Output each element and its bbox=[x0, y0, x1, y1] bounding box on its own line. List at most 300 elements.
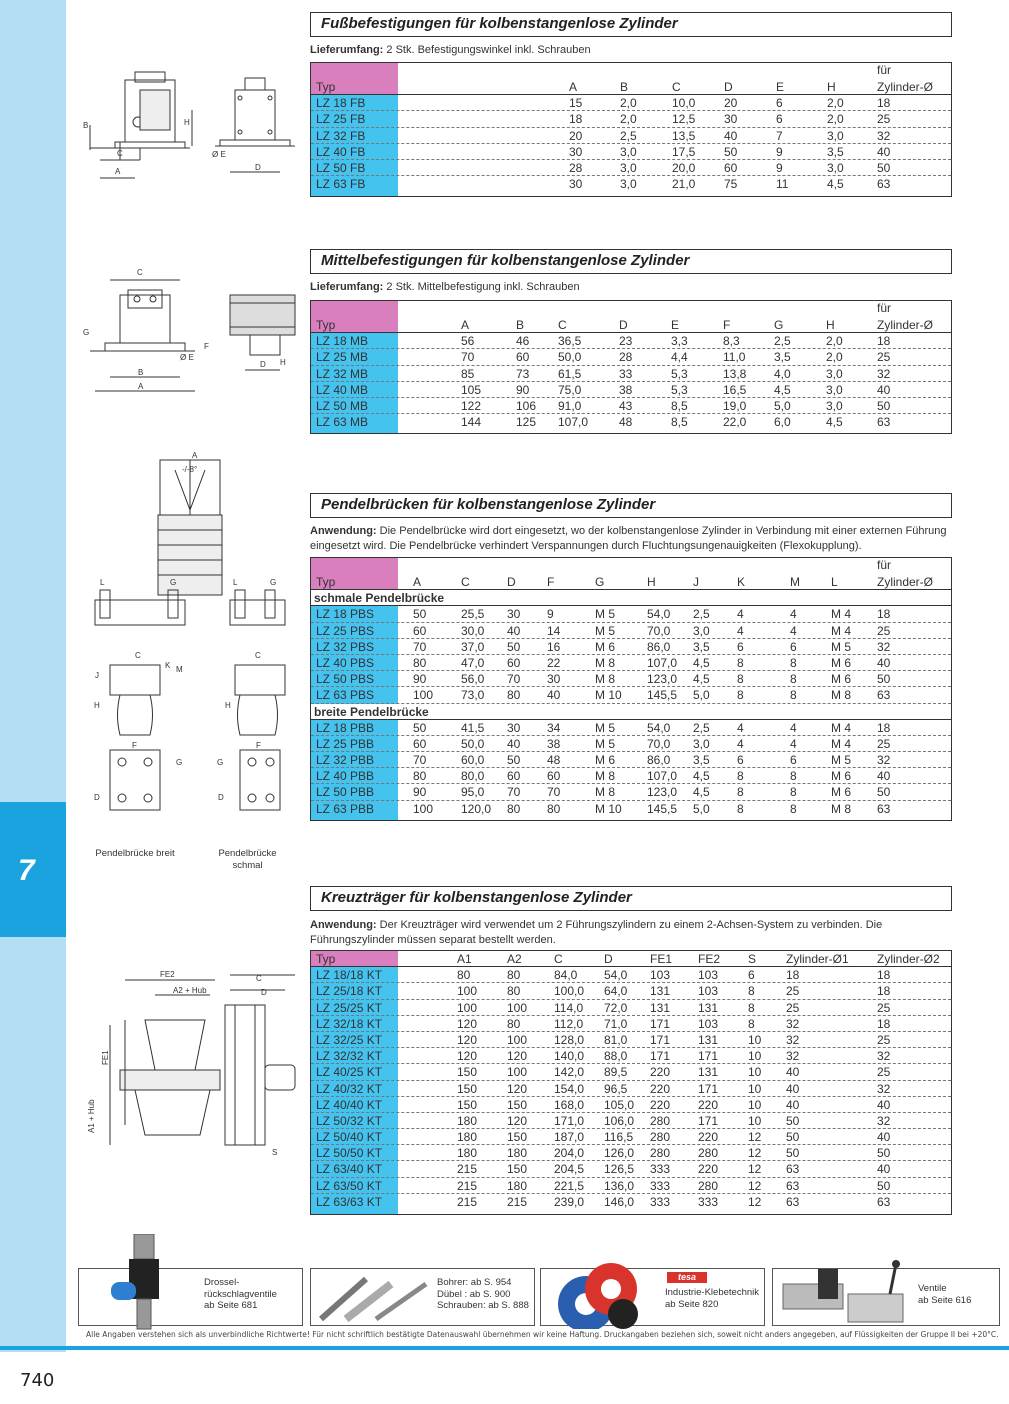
table-cell: 61,5 bbox=[558, 366, 582, 381]
table-pb bbox=[310, 557, 952, 821]
table-cell: 2,0 bbox=[620, 96, 637, 111]
table-cell: 60 bbox=[724, 160, 738, 175]
ad-valves[interactable] bbox=[772, 1268, 1000, 1326]
table-cell: LZ 50 FB bbox=[316, 160, 366, 175]
table-cell: 12 bbox=[748, 1146, 762, 1161]
table-cell: 5,0 bbox=[693, 801, 710, 816]
table-cell: 75,0 bbox=[558, 382, 582, 397]
table-cell: M 6 bbox=[831, 769, 852, 784]
table-cell: 32 bbox=[786, 1016, 800, 1031]
table-row bbox=[311, 160, 951, 176]
table-cell: 3,0 bbox=[827, 128, 844, 143]
header-cell: H bbox=[827, 80, 836, 94]
table-row bbox=[311, 784, 951, 800]
table-cell: 2,5 bbox=[620, 128, 637, 143]
table-mb bbox=[310, 300, 952, 434]
table-row bbox=[311, 687, 951, 703]
header-cell: H bbox=[647, 575, 656, 589]
table-cell: 8 bbox=[790, 801, 797, 816]
table-cell: 8 bbox=[790, 769, 797, 784]
dim-label-g: G bbox=[217, 758, 224, 767]
table-cell: 150 bbox=[507, 1130, 528, 1145]
table-cell: 28 bbox=[569, 160, 583, 175]
table-cell: 50 bbox=[786, 1130, 800, 1145]
header-cell: H bbox=[826, 318, 835, 332]
header-cell: Zylinder-Ø bbox=[877, 575, 934, 589]
table-cell: 25 bbox=[786, 984, 800, 999]
table-cell: 280 bbox=[650, 1113, 671, 1128]
table-cell: 12,5 bbox=[672, 112, 696, 127]
table-cell: 80 bbox=[547, 801, 561, 816]
table-cell: LZ 63/50 KT bbox=[316, 1178, 383, 1193]
table-cell: 32 bbox=[877, 639, 891, 654]
header-cell: D bbox=[507, 575, 516, 589]
table-cell: 60 bbox=[516, 350, 530, 365]
ad-line: ab Seite 681 bbox=[204, 1300, 258, 1311]
header-cell: für bbox=[877, 301, 892, 315]
page-number: 740 bbox=[20, 1370, 55, 1391]
dim-label-m: M bbox=[176, 665, 183, 674]
table-cell: 171,0 bbox=[554, 1113, 585, 1128]
table-cell: 8 bbox=[737, 672, 744, 687]
table-cell: 10 bbox=[748, 1032, 762, 1047]
ad-line: ab Seite 616 bbox=[918, 1294, 972, 1306]
table-cell: 4,5 bbox=[827, 177, 844, 192]
dim-label-d: D bbox=[261, 988, 267, 997]
table-cell: 8 bbox=[748, 1016, 755, 1031]
table-cell: M 4 bbox=[831, 720, 852, 735]
table-row bbox=[311, 111, 951, 127]
table-cell: LZ 40/32 KT bbox=[316, 1081, 383, 1096]
table-cell: 63 bbox=[877, 801, 891, 816]
table-cell: 6 bbox=[737, 753, 744, 768]
table-cell: LZ 50 PBS bbox=[316, 672, 375, 687]
table-cell: 18 bbox=[877, 1016, 891, 1031]
table-cell: 48 bbox=[619, 415, 633, 430]
table-cell: 333 bbox=[650, 1162, 671, 1177]
header-cell: B bbox=[620, 80, 629, 94]
footnote: Alle Angaben verstehen sich als unverbindliche Richtwerte! Für nicht schriftlich bestätigte Datenauswahl übernehmen wir keine Haftung. Druckangaben beziehen sich, soweit nicht anders angegeben, auf Flüssigkeiten der Gruppe II bei +20°C. bbox=[86, 1330, 999, 1339]
table-cell: 123,0 bbox=[647, 672, 678, 687]
table-cell: 86,0 bbox=[647, 753, 671, 768]
table-cell: 100,0 bbox=[554, 984, 585, 999]
table-cell: 120,0 bbox=[461, 801, 492, 816]
table-cell: 2,5 bbox=[774, 334, 791, 349]
table-cell: 63 bbox=[786, 1162, 800, 1177]
section-title-pb: Pendelbrücken für kolbenstangenlose Zylinder bbox=[310, 493, 952, 518]
table-cell: 50 bbox=[877, 1178, 891, 1193]
table-cell: 171 bbox=[698, 1049, 719, 1064]
table-row bbox=[311, 1161, 951, 1177]
drawing-pendulum-bridge bbox=[80, 450, 305, 840]
table-cell: 220 bbox=[698, 1097, 719, 1112]
table-header-row bbox=[311, 317, 951, 333]
table-cell: LZ 32/32 KT bbox=[316, 1049, 383, 1064]
table-body bbox=[311, 558, 951, 817]
table-cell: 40 bbox=[507, 623, 521, 638]
table-cell: 32 bbox=[877, 128, 891, 143]
table-row bbox=[311, 1016, 951, 1032]
table-cell: 88,0 bbox=[604, 1049, 628, 1064]
table-cell: 70,0 bbox=[647, 736, 671, 751]
table-cell: LZ 63/40 KT bbox=[316, 1162, 383, 1177]
table-cell: 32 bbox=[877, 1113, 891, 1128]
table-row bbox=[311, 382, 951, 398]
table-header-row bbox=[311, 79, 951, 95]
table-cell: 50 bbox=[724, 144, 738, 159]
table-cell: 220 bbox=[698, 1130, 719, 1145]
table-cell: M 8 bbox=[595, 769, 616, 784]
table-cell: 3,5 bbox=[693, 639, 710, 654]
table-cell: 50 bbox=[507, 639, 521, 654]
dim-label-l: L bbox=[100, 578, 105, 587]
table-cell: 25 bbox=[877, 1032, 891, 1047]
table-cell: 13,8 bbox=[723, 366, 747, 381]
table-cell: 12 bbox=[748, 1194, 762, 1209]
dim-label-d: D bbox=[218, 793, 224, 802]
table-cell: 32 bbox=[786, 1032, 800, 1047]
header-cell: D bbox=[619, 318, 628, 332]
table-row bbox=[311, 768, 951, 784]
table-cell: 60,0 bbox=[461, 753, 485, 768]
header-cell: Zylinder-Ø1 bbox=[786, 952, 849, 966]
table-cell: 9 bbox=[547, 607, 554, 622]
table-cell: LZ 18/18 KT bbox=[316, 968, 383, 983]
table-row bbox=[311, 967, 951, 983]
table-cell: 18 bbox=[877, 984, 891, 999]
table-cell: LZ 50/40 KT bbox=[316, 1130, 383, 1145]
caption-breit: Pendelbrücke breit bbox=[95, 848, 175, 859]
table-cell: LZ 18 MB bbox=[316, 334, 369, 349]
table-fb bbox=[310, 62, 952, 197]
table-cell: 72,0 bbox=[604, 1000, 628, 1015]
table-cell: 142,0 bbox=[554, 1065, 585, 1080]
table-cell: 4 bbox=[737, 736, 744, 751]
table-cell: 180 bbox=[457, 1146, 478, 1161]
table-cell: 8,3 bbox=[723, 334, 740, 349]
table-cell: 180 bbox=[507, 1146, 528, 1161]
table-row bbox=[311, 1194, 951, 1210]
ad-throttle-valves[interactable] bbox=[78, 1268, 303, 1326]
table-row bbox=[311, 1048, 951, 1064]
ad-line: Drossel- bbox=[204, 1277, 240, 1288]
table-cell: 2,5 bbox=[693, 607, 710, 622]
table-cell: 2,0 bbox=[826, 334, 843, 349]
table-cell: 70 bbox=[413, 753, 427, 768]
header-cell: G bbox=[595, 575, 605, 589]
table-cell: 3,0 bbox=[693, 623, 710, 638]
table-cell: 10 bbox=[748, 1113, 762, 1128]
table-cell: 3,0 bbox=[827, 160, 844, 175]
table-cell: 8 bbox=[790, 688, 797, 703]
table-cell: 63 bbox=[877, 1194, 891, 1209]
table-cell: 116,5 bbox=[604, 1130, 634, 1145]
table-cell: 50 bbox=[413, 720, 427, 735]
drawing-foot-mount bbox=[80, 60, 300, 200]
table-row bbox=[311, 801, 951, 817]
table-row bbox=[311, 1081, 951, 1097]
table-cell: 8 bbox=[748, 984, 755, 999]
table-cell: 126,5 bbox=[604, 1162, 635, 1177]
table-cell: 150 bbox=[507, 1162, 528, 1177]
table-cell: LZ 40 PBB bbox=[316, 769, 375, 784]
table-row bbox=[311, 623, 951, 639]
table-header-row bbox=[311, 63, 951, 79]
table-cell: 25 bbox=[877, 350, 891, 365]
ad-line: rückschlagventile bbox=[204, 1288, 277, 1300]
group-label: breite Pendelbrücke bbox=[314, 704, 429, 719]
table-cell: 125 bbox=[516, 415, 537, 430]
ad-drills[interactable] bbox=[310, 1268, 535, 1326]
table-cell: 70 bbox=[547, 785, 561, 800]
table-cell: 54,0 bbox=[647, 720, 671, 735]
table-cell: 333 bbox=[650, 1194, 671, 1209]
header-cell: M bbox=[790, 575, 800, 589]
table-cell: 3,5 bbox=[774, 350, 791, 365]
table-cell: 215 bbox=[457, 1194, 478, 1209]
header-cell: Zylinder-Ø2 bbox=[877, 952, 940, 966]
header-cell: D bbox=[724, 80, 733, 94]
table-cell: 86,0 bbox=[647, 639, 671, 654]
dim-label-g: G bbox=[176, 758, 183, 767]
table-cell: LZ 25 MB bbox=[316, 350, 369, 365]
section-title-fb: Fußbefestigungen für kolbenstangenlose Zylinder bbox=[310, 12, 952, 37]
table-cell: 180 bbox=[457, 1130, 478, 1145]
table-cell: LZ 40 FB bbox=[316, 144, 366, 159]
tape-roll-icon bbox=[551, 1259, 646, 1329]
table-cell: 90 bbox=[516, 382, 530, 397]
table-cell: 60 bbox=[507, 769, 521, 784]
header-cell: Typ bbox=[316, 952, 336, 966]
ad-line: Industrie-Klebetechnik bbox=[665, 1287, 759, 1298]
table-cell: 2,0 bbox=[826, 350, 843, 365]
ad-tesa[interactable] bbox=[540, 1268, 765, 1326]
dim-label-angle: -/-8° bbox=[182, 465, 198, 474]
table-cell: 10 bbox=[748, 1065, 762, 1080]
drill-screw-icon bbox=[316, 1274, 431, 1324]
table-cell: M 6 bbox=[595, 639, 616, 654]
table-cell: 32 bbox=[786, 1049, 800, 1064]
valve-block-icon bbox=[778, 1259, 908, 1327]
table-cell: LZ 32 FB bbox=[316, 128, 366, 143]
header-cell: C bbox=[554, 952, 563, 966]
table-cell: 103 bbox=[698, 1016, 719, 1031]
table-cell: 38 bbox=[619, 382, 633, 397]
table-cell: 8 bbox=[790, 672, 797, 687]
table-cell: 89,5 bbox=[604, 1065, 628, 1080]
table-cell: 3,0 bbox=[693, 736, 710, 751]
dim-label-g: G bbox=[270, 578, 277, 587]
table-cell: 81,0 bbox=[604, 1032, 628, 1047]
dim-label-h: H bbox=[225, 701, 231, 710]
header-cell: FE1 bbox=[650, 952, 673, 966]
intro-kt bbox=[310, 918, 955, 947]
table-cell: 50,0 bbox=[558, 350, 582, 365]
table-cell: 280 bbox=[698, 1178, 719, 1193]
table-cell: 4 bbox=[790, 623, 797, 638]
table-cell: 100 bbox=[507, 1065, 528, 1080]
table-cell: LZ 18 PBS bbox=[316, 607, 375, 622]
table-cell: 64,0 bbox=[604, 984, 628, 999]
table-cell: LZ 32 PBS bbox=[316, 639, 375, 654]
table-cell: 3,5 bbox=[693, 753, 710, 768]
table-cell: 20 bbox=[724, 96, 738, 111]
table-cell: 50,0 bbox=[461, 736, 485, 751]
table-row bbox=[311, 366, 951, 382]
table-header-row bbox=[311, 301, 951, 317]
header-cell: A bbox=[413, 575, 422, 589]
table-row bbox=[311, 655, 951, 671]
ad-line: Schrauben: ab S. 888 bbox=[437, 1300, 529, 1311]
chapter-tab[interactable] bbox=[0, 802, 66, 937]
dim-label-a: A bbox=[138, 382, 144, 391]
table-cell: 63 bbox=[877, 177, 891, 192]
table-cell: 120 bbox=[507, 1049, 528, 1064]
table-cell: LZ 50/32 KT bbox=[316, 1113, 383, 1128]
header-cell: FE2 bbox=[698, 952, 721, 966]
table-cell: 171 bbox=[650, 1032, 671, 1047]
table-cell: 6 bbox=[790, 753, 797, 768]
table-cell: 171 bbox=[698, 1113, 719, 1128]
table-cell: 171 bbox=[650, 1016, 671, 1031]
table-cell: 40 bbox=[877, 1130, 891, 1145]
header-cell: für bbox=[877, 558, 892, 572]
table-cell: 25 bbox=[786, 1000, 800, 1015]
dim-label-fe1: FE1 bbox=[101, 1050, 110, 1065]
table-cell: 150 bbox=[457, 1081, 478, 1096]
table-cell: 105,0 bbox=[604, 1097, 635, 1112]
table-cell: M 10 bbox=[595, 801, 622, 816]
table-cell: M 4 bbox=[831, 623, 852, 638]
table-cell: 215 bbox=[457, 1178, 478, 1193]
table-cell: 106 bbox=[516, 398, 537, 413]
table-row bbox=[311, 144, 951, 160]
header-cell: E bbox=[671, 318, 680, 332]
table-cell: M 8 bbox=[831, 801, 852, 816]
header-cell: K bbox=[737, 575, 746, 589]
table-cell: 50 bbox=[877, 160, 891, 175]
header-cell: Typ bbox=[316, 80, 336, 94]
dim-label-c: C bbox=[117, 149, 123, 158]
intro-label: Lieferumfang: bbox=[310, 44, 384, 56]
table-cell: LZ 25/25 KT bbox=[316, 1000, 383, 1015]
table-cell: 6 bbox=[790, 639, 797, 654]
table-cell: 20 bbox=[569, 128, 583, 143]
table-cell: 14 bbox=[547, 623, 561, 638]
header-cell: Typ bbox=[316, 318, 336, 332]
table-cell: 30 bbox=[547, 672, 561, 687]
table-cell: 150 bbox=[457, 1097, 478, 1112]
table-cell: 215 bbox=[457, 1162, 478, 1177]
table-cell: 80 bbox=[507, 1016, 521, 1031]
table-cell: 131 bbox=[650, 984, 671, 999]
table-cell: LZ 40 MB bbox=[316, 382, 369, 397]
dim-label-h: H bbox=[94, 701, 100, 710]
table-cell: 63 bbox=[877, 688, 891, 703]
table-cell: LZ 25 PBS bbox=[316, 623, 375, 638]
table-cell: 100 bbox=[413, 801, 434, 816]
table-cell: 4 bbox=[790, 736, 797, 751]
header-cell: C bbox=[461, 575, 470, 589]
table-cell: 40 bbox=[877, 655, 891, 670]
table-cell: 100 bbox=[457, 1000, 478, 1015]
table-row bbox=[311, 1000, 951, 1016]
table-cell: 8 bbox=[790, 785, 797, 800]
ad-line: ab Seite 820 bbox=[665, 1298, 719, 1310]
table-cell: 103 bbox=[698, 984, 719, 999]
dim-label-a: A bbox=[192, 451, 198, 460]
table-cell: 18 bbox=[877, 968, 891, 983]
table-cell: LZ 63 FB bbox=[316, 177, 366, 192]
table-cell: 73,0 bbox=[461, 688, 485, 703]
header-cell: Zylinder-Ø bbox=[877, 318, 934, 332]
header-cell: E bbox=[776, 80, 785, 94]
table-cell: LZ 32 MB bbox=[316, 366, 369, 381]
table-cell: 63 bbox=[877, 415, 891, 430]
table-cell: 107,0 bbox=[647, 655, 678, 670]
header-cell: L bbox=[831, 575, 838, 589]
table-cell: 3,3 bbox=[671, 334, 688, 349]
table-cell: LZ 50 PBB bbox=[316, 785, 375, 800]
table-cell: 131 bbox=[698, 1000, 719, 1015]
table-cell: 8 bbox=[790, 655, 797, 670]
table-cell: 18 bbox=[877, 334, 891, 349]
table-cell: 18 bbox=[569, 112, 583, 127]
drawing-center-mount bbox=[80, 265, 305, 400]
table-cell: 7 bbox=[776, 128, 783, 143]
header-cell: F bbox=[547, 575, 555, 589]
table-cell: 41,5 bbox=[461, 720, 485, 735]
table-cell: 4,5 bbox=[693, 785, 710, 800]
table-cell: 171 bbox=[650, 1049, 671, 1064]
table-row bbox=[311, 414, 951, 430]
table-cell: 12 bbox=[748, 1178, 762, 1193]
intro-text: 2 Stk. Mittelbefestigung inkl. Schrauben bbox=[383, 281, 580, 293]
table-row bbox=[311, 671, 951, 687]
table-cell: 91,0 bbox=[558, 398, 582, 413]
table-cell: 37,0 bbox=[461, 639, 485, 654]
dim-label-j: J bbox=[95, 671, 99, 680]
intro-text: Der Kreuzträger wird verwendet um 2 Führungszylindern zu einem 2-Achsen-System zu verbinden. Die Führungszylinder müssen separat bestellt werden. bbox=[310, 919, 883, 946]
table-cell: 112,0 bbox=[554, 1016, 584, 1031]
table-cell: LZ 50 MB bbox=[316, 398, 369, 413]
table-cell: 180 bbox=[507, 1178, 528, 1193]
table-cell: M 5 bbox=[595, 607, 616, 622]
table-cell: LZ 32/25 KT bbox=[316, 1032, 383, 1047]
table-cell: LZ 40 PBS bbox=[316, 655, 375, 670]
table-cell: 21,0 bbox=[672, 177, 696, 192]
table-row bbox=[311, 1097, 951, 1113]
table-cell: 80 bbox=[507, 688, 521, 703]
table-cell: 80,0 bbox=[461, 769, 485, 784]
table-cell: M 6 bbox=[831, 785, 852, 800]
table-cell: LZ 32 PBB bbox=[316, 753, 375, 768]
table-cell: 180 bbox=[457, 1113, 478, 1128]
table-cell: 18 bbox=[877, 96, 891, 111]
table-cell: LZ 25/18 KT bbox=[316, 984, 383, 999]
table-row bbox=[311, 1113, 951, 1129]
table-cell: 5,3 bbox=[671, 366, 688, 381]
table-cell: 120 bbox=[457, 1049, 478, 1064]
table-cell: 22 bbox=[547, 655, 561, 670]
table-cell: LZ 63 PBB bbox=[316, 801, 375, 816]
header-cell: J bbox=[693, 575, 699, 589]
table-cell: 3,0 bbox=[620, 177, 637, 192]
table-cell: 40 bbox=[786, 1065, 800, 1080]
table-cell: 25 bbox=[877, 1000, 891, 1015]
table-cell: 30 bbox=[507, 607, 521, 622]
table-cell: 80 bbox=[507, 968, 521, 983]
